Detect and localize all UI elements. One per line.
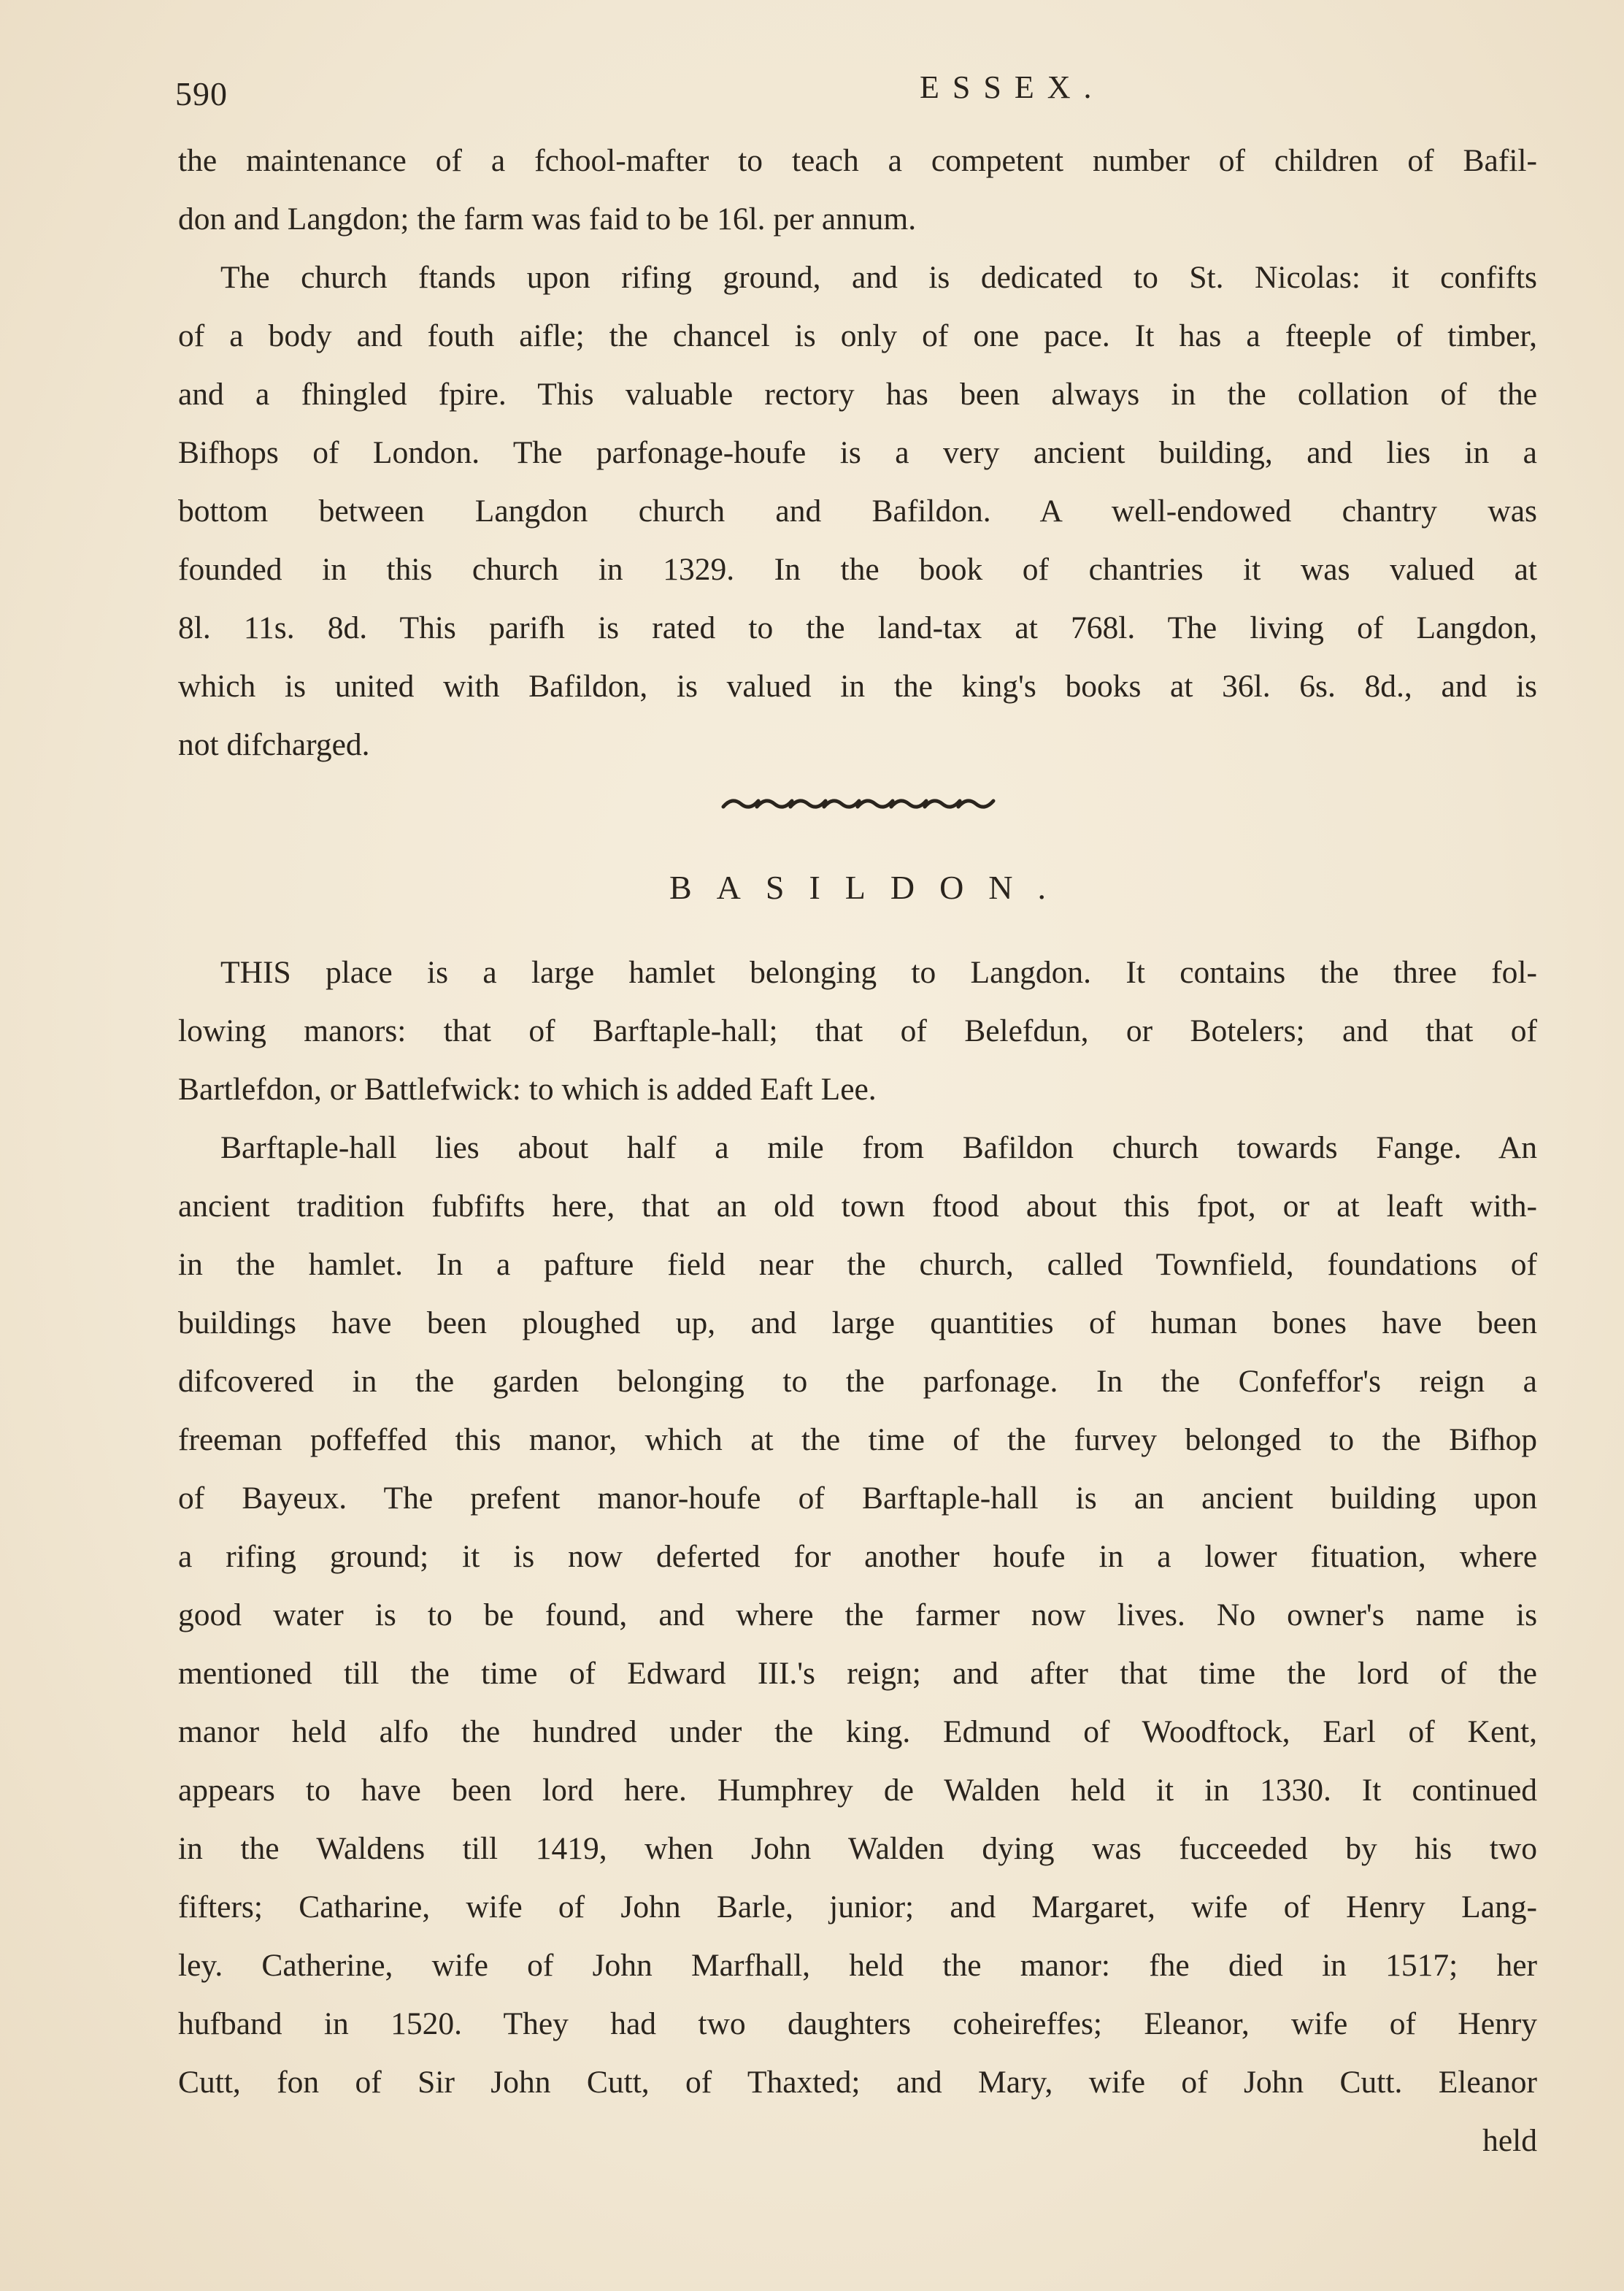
text-line: of Bayeux. The prefent manor-houfe of Barftaple-hall is an ancient building upon — [178, 1481, 1537, 1516]
text-line: hufband in 1520. They had two daughters coheireffes; Eleanor, wife of Henry — [178, 2006, 1537, 2041]
running-head: ESSEX. — [920, 69, 1105, 105]
text-line: ley. Catherine, wife of John Marfhall, held the manor: fhe died in 1517; her — [178, 1948, 1537, 1983]
section-title: BASILDON. — [669, 869, 1071, 906]
text-line: appears to have been lord here. Humphrey de Walden held it in 1330. It continued — [178, 1773, 1537, 1808]
text-line: in the hamlet. In a pafture field near the church, called Townfield, foundations of — [178, 1247, 1537, 1282]
text-line: bottom between Langdon church and Bafildon. A well-endowed chantry was — [178, 494, 1537, 529]
text-line: which is united with Bafildon, is valued in the king's books at 36l. 6s. 8d., and is — [178, 669, 1537, 704]
paragraph-basildon-intro — [178, 943, 1537, 1118]
paragraph-church — [178, 248, 1537, 774]
ornamental-divider — [178, 774, 1537, 832]
paragraph-barstaple-hall — [178, 1118, 1537, 2111]
text-line: lowing manors: that of Barftaple-hall; that of Belefdun, or Botelers; and that of — [178, 1013, 1537, 1048]
text-line: Bifhops of London. The parfonage-houfe is a very ancient building, and lies in a — [178, 435, 1537, 470]
text-line: not difcharged. — [178, 727, 370, 762]
text-line: and a fhingled fpire. This valuable rectory has been always in the collation of the — [178, 377, 1537, 412]
page-header — [175, 64, 1547, 123]
text-line: The church ftands upon rifing ground, and is dedicated to St. Nicolas: it confifts — [220, 260, 1537, 295]
paragraph-langdon-end — [178, 131, 1537, 248]
text-line: 8l. 11s. 8d. This parifh is rated to the land-tax at 768l. The living of Langdon, — [178, 610, 1537, 645]
text-line: ancient tradition fubfifts here, that an old town ftood about this fpot, or at leaft with- — [178, 1189, 1537, 1224]
text-line: Bartlefdon, or Battlefwick: to which is added Eaft Lee. — [178, 1072, 877, 1107]
text-line: manor held alfo the hundred under the king. Edmund of Woodftock, Earl of Kent, — [178, 1714, 1537, 1749]
text-line: the maintenance of a fchool-mafter to teach a competent number of children of Bafil- — [178, 143, 1537, 178]
text-line: in the Waldens till 1419, when John Walden dying was fucceeded by his two — [178, 1831, 1537, 1866]
text-line: THIS place is a large hamlet belonging to Langdon. It contains the three fol- — [220, 955, 1537, 990]
text-line: don and Langdon; the farm was faid to be 16l. per annum. — [178, 202, 917, 237]
text-line: of a body and fouth aifle; the chancel is only of one pace. It has a fteeple of timber, — [178, 318, 1537, 353]
text-line: Barftaple-hall lies about half a mile from Bafildon church towards Fange. An — [220, 1130, 1537, 1165]
text-line: good water is to be found, and where the farmer now lives. No owner's name is — [178, 1597, 1537, 1632]
text-line: founded in this church in 1329. In the book of chantries it was valued at — [178, 552, 1537, 587]
main-text — [178, 131, 1537, 2170]
text-line: mentioned till the time of Edward III.'s reign; and after that time the lord of the — [178, 1656, 1537, 1691]
text-line: buildings have been ploughed up, and large quantities of human bones have been — [178, 1305, 1537, 1340]
text-line: a rifing ground; it is now deferted for another houfe in a lower fituation, where — [178, 1539, 1537, 1574]
text-line: fifters; Catharine, wife of John Barle, junior; and Margaret, wife of Henry Lang- — [178, 1889, 1537, 1924]
catchword: held — [1482, 2123, 1537, 2158]
text-line: Cutt, fon of Sir John Cutt, of Thaxted; and Mary, wife of John Cutt. Eleanor — [178, 2065, 1537, 2100]
text-line: difcovered in the garden belonging to the parfonage. In the Confeffor's reign a — [178, 1364, 1537, 1399]
ornament-icon — [719, 792, 996, 814]
page-number: 590 — [175, 75, 228, 112]
text-line: freeman poffeffed this manor, which at the time of the furvey belonged to the Bifhop — [178, 1422, 1537, 1457]
